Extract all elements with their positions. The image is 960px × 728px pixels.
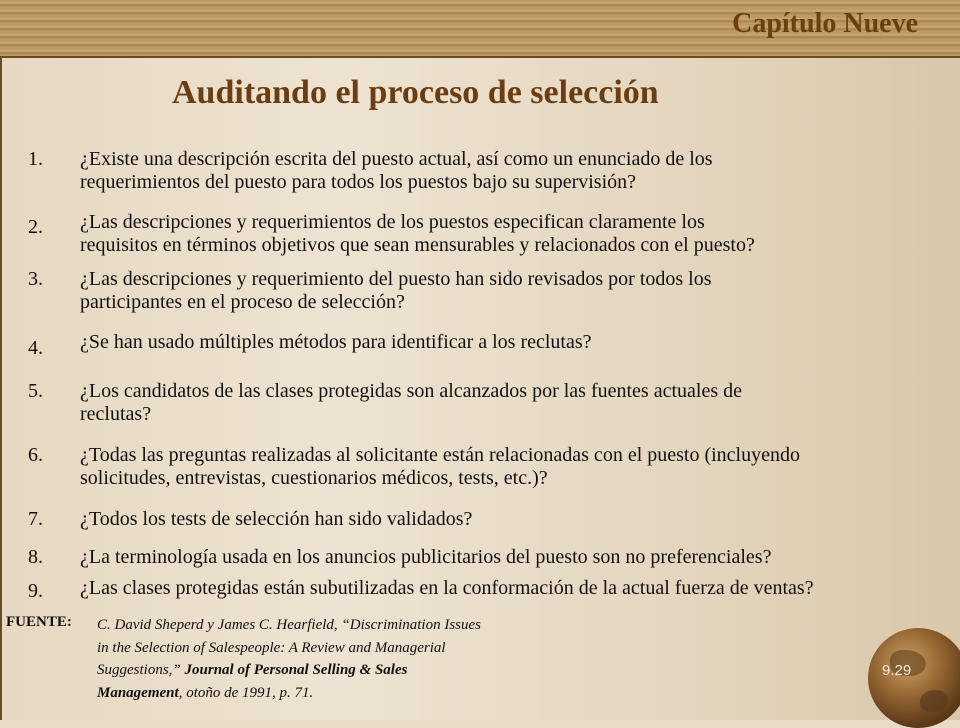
question-text: ¿Existe una descripción escrita del puesto actual, así como un enunciado de los requerimientos del puesto para todos los puestos bajo su supervisión? <box>80 148 713 193</box>
page-number: 9.29 <box>882 662 912 679</box>
question-number: 2. <box>28 216 43 238</box>
question-number: 9. <box>28 580 43 602</box>
question-text: ¿La terminología usada en los anuncios publicitarios del puesto son no preferenciales? <box>80 546 772 568</box>
chapter-title: Capítulo Nueve <box>732 8 918 39</box>
source-label: FUENTE: <box>6 614 72 630</box>
question-number: 4. <box>28 337 43 359</box>
question-text: ¿Todos los tests de selección han sido validados? <box>80 508 473 530</box>
question-number: 7. <box>28 508 43 530</box>
question-text: ¿Las descripciones y requerimientos de los puestos especifican claramente los requisitos en términos objetivos que sean mensurables y relacionados con el puesto? <box>80 211 755 256</box>
slide-title: Auditando el proceso de selección <box>172 74 659 111</box>
question-text: ¿Las descripciones y requerimiento del puesto han sido revisados por todos los participantes en el proceso de selección? <box>80 268 712 313</box>
question-number: 3. <box>28 268 43 290</box>
question-number: 6. <box>28 444 43 466</box>
question-number: 8. <box>28 546 43 568</box>
question-text: ¿Los candidatos de las clases protegidas son alcanzados por las fuentes actuales de reclutas? <box>80 380 742 425</box>
question-text: ¿Todas las preguntas realizadas al solicitante están relacionadas con el puesto (incluyendo solicitudes, entrevistas, cuestionarios médicos, tests, etc.)? <box>80 444 800 489</box>
source-citation: C. David Sheperd y James C. Hearfield, “Discrimination Issues in the Selection of Salespeople: A Review and Managerial Suggestions,” Journal of Personal Selling & Sales Management, otoño de 1991, p. 71. <box>97 617 481 701</box>
question-number: 1. <box>28 148 43 170</box>
question-text: ¿Se han usado múltiples métodos para identificar a los reclutas? <box>80 331 592 353</box>
question-number: 5. <box>28 380 43 402</box>
question-text: ¿Las clases protegidas están subutilizadas en la conformación de la actual fuerza de ventas? <box>80 577 814 599</box>
